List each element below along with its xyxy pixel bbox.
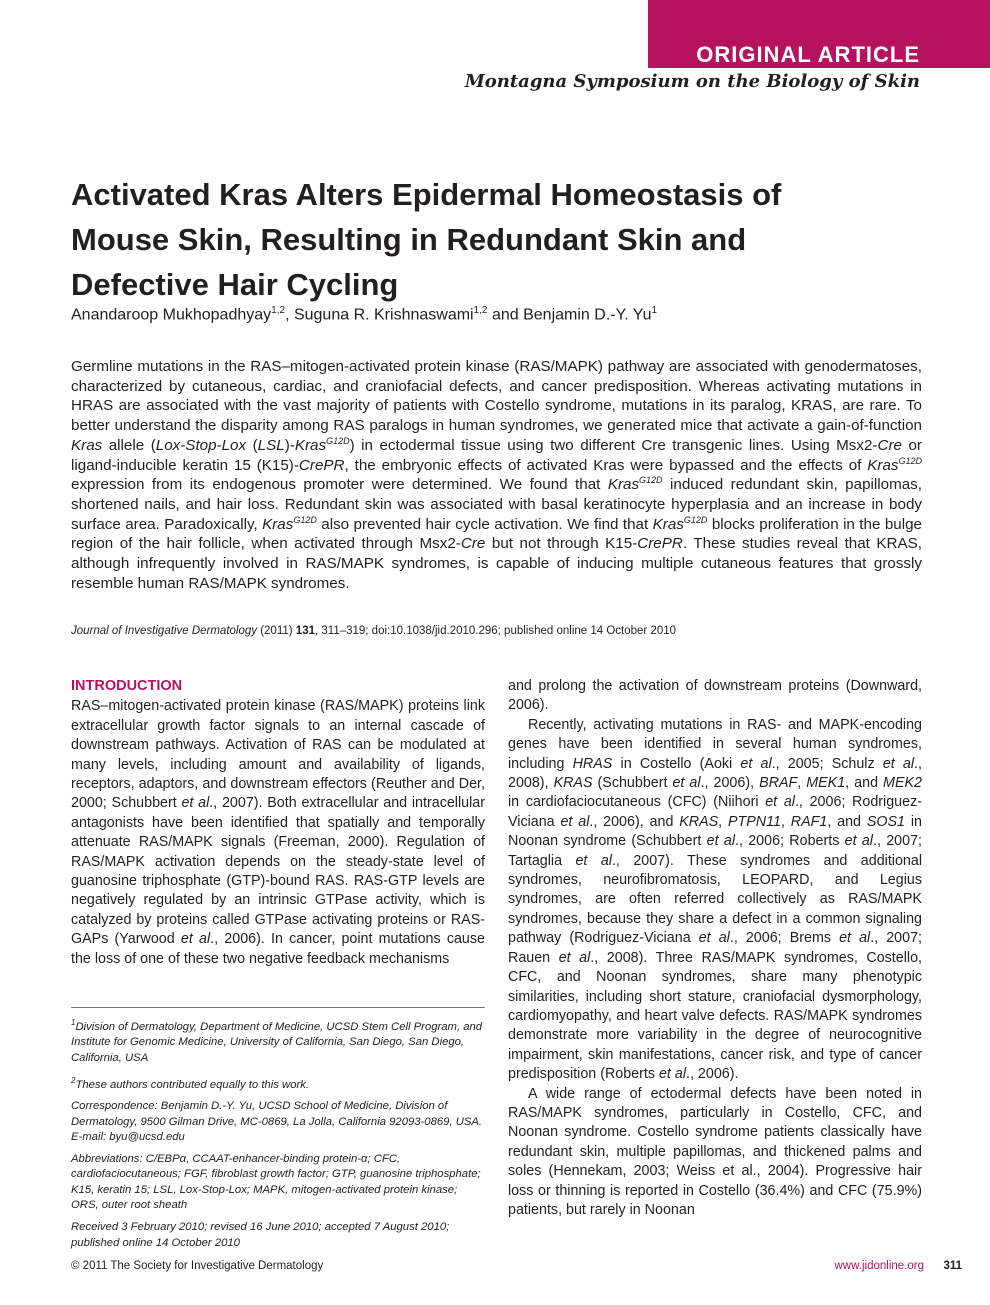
- symposium-series-label: Montagna Symposium on the Biology of Skin: [464, 71, 920, 92]
- equal-contribution-footnote: $^2$These authors contributed equally to this work.: [71, 1075, 310, 1091]
- left-column: [71, 677, 485, 969]
- dates-footnote: Received 3 February 2010; revised 16 June 2010; accepted 7 August 2010; published online 14 October 2010: [71, 1221, 450, 1249]
- correspondence-footnote: Correspondence: Benjamin D.-Y. Yu, UCSD School of Medicine, Division of Dermatology, 9500 Gilman Drive, MC-0869, La Jolla, California 92093-0869, USA. E-mail: byu@ucsd.edu: [71, 1099, 483, 1144]
- article-type-label: ORIGINAL ARTICLE: [696, 42, 920, 67]
- affiliation-footnote: $^1$Division of Dermatology, Department of Medicine, UCSD Stem Cell Program, and Institute for Genomic Medicine, University of California, San Diego, San Diego, California, USA: [71, 1018, 483, 1064]
- introduction-paragraph: RAS–mitogen-activated protein kinase (RAS/MAPK) proteins link extracellular growth factor signals to an internal cascade of downstream pathways. Activation of RAS can be modulated at many levels, including amount and availability of ligands, receptors, adaptors, and downstream effectors (Reuther and Der, 2000; Schubbert et al., 2007). Both extracellular and intracellular antagonists have been identified that spatially and temporally attenuate RAS/MAPK signals (Freeman, 2000). Regulation of RAS/MAPK activation depends on the steady-state level of guanosine triphosphate (GTP)-bound RAS. RAS-GTP levels are negatively regulated by an intrinsic GTPase activity, which is catalyzed by proteins called GTPase activating proteins or RAS-GAPs (Yarwood et al., 2006). In cancer, point mutations cause the loss of one of these two negative feedback mechanisms: [71, 698, 485, 967]
- author-conjunction: and: [491, 306, 519, 324]
- footnote-divider: [71, 1007, 485, 1008]
- page-number: 311: [943, 1260, 962, 1272]
- right-column: [508, 677, 922, 1220]
- author-name: Suguna R. Krishnaswami: [293, 306, 474, 324]
- journal-url-link[interactable]: www.jidonline.org: [834, 1260, 924, 1272]
- introduction-paragraph: Recently, activating mutations in RAS- and MAPK-encoding genes have been identified in several human syndromes, including HRAS in Costello (Aoki et al., 2005; Schulz et al., 2008), KRAS (Schubbert et al., 2006), BRAF, MEK1, and MEK2 in cardiofaciocutaneous (CFC) (Niihori et al., 2006; Rodriguez-Viciana et al., 2006), and KRAS, PTPN11, RAF1, and SOS1 in Noonan syndrome (Schubbert et al., 2006; Roberts et al., 2007; Tartaglia et al., 2007). These syndromes and additional syndromes, neurofibromatosis, LEOPARD, and Legius syndromes, are often referred collectively as RAS/MAPK syndromes, because they share a defect in a common signaling pathway (Rodriguez-Viciana et al., 2006; Brems et al., 2007; Rauen et al., 2008). Three RAS/MAPK syndromes, Costello, CFC, and Noonan syndromes, share many phenotypic similarities, including short stature, craniofacial dysmorphology, cardiomyopathy, and heart valve defects. RAS/MAPK syndromes demonstrate more variability in the degree of neurocognitive impairment, skin manifestations, cancer risk, and type of cancer predisposition (Roberts et al., 2006).: [508, 716, 923, 1083]
- author-list: Anandaroop Mukhopadhyay$^{1,2}$, Suguna R. Krishnaswami$^{1,2}$ and Benjamin D.-Y. Yu$^1$: [71, 305, 658, 324]
- introduction-paragraph: A wide range of ectodermal defects have been noted in RAS/MAPK syndromes, particularly in Costello, CFC, and Noonan syndrome. Costello syndrome patients classically have redundant skin, multiple papillomas, and thickened palms and soles (Hennekam, 2003; Weiss et al., 2004). Progressive hair loss or thinning is reported in Costello (36.4%) and CFC (75.9%) patients, but rarely in Noonan: [508, 1085, 922, 1218]
- abstract: Germline mutations in the RAS–mitogen-activated protein kinase (RAS/MAPK) pathway are associated with genodermatoses, characterized by cutaneous, cardiac, and craniofacial defects, and cancer predisposition. Whereas activating mutations in HRAS are associated with the vast majority of patients with Costello syndrome, mutations in its paralog, KRAS, are rare. To better understand the disparity among RAS paralogs in human syndromes, we generated mice that activate a gain-of-function Kras allele (Lox-Stop-Lox (LSL)-Kras$^{G12D}$) in ectodermal tissue using two different Cre transgenic lines. Using Msx2-Cre or ligand-inducible keratin 15 (K15)-CrePR, the embryonic effects of activated Kras were bypassed and the effects of Kras$^{G12D}$ expression from its endogenous promoter were determined. We found that Kras$^{G12D}$ induced redundant skin, papillomas, shortened nails, and hair loss. Redundant skin was associated with basal keratinocyte hyperplasia and an increase in body surface area. Paradoxically, Kras$^{G12D}$ also prevented hair cycle activation. We find that Kras$^{G12D}$ blocks proliferation in the bulge region of the hair follicle, when activated through Msx2-Cre but not through K15-CrePR. These studies reveal that KRAS, although infrequently involved in RAS/MAPK syndromes, is capable of inducing multiple cutaneous features that grossly resemble human RAS/MAPK syndromes.: [71, 358, 923, 592]
- abbreviations-footnote: Abbreviations: C/EBPα, CCAAT-enhancer-binding protein-α; CFC, cardiofaciocutaneous; FGF, fibroblast growth factor; GTP, guanosine triphosphate; K15, keratin 15; LSL, Lox-Stop-Lox; MAPK, mitogen-activated protein kinase; ORS, outer root sheath: [71, 1152, 481, 1212]
- affiliation-mark: 1: [651, 305, 658, 316]
- introduction-heading: INTRODUCTION: [71, 678, 183, 694]
- introduction-paragraph: and prolong the activation of downstream proteins (Downward, 2006).: [508, 678, 922, 714]
- affiliation-mark: 1,2: [271, 305, 286, 316]
- journal-citation: Journal of Investigative Dermatology (2011) 131, 311–319; doi:10.1038/jid.2010.296; published online 14 October 2010: [71, 625, 677, 637]
- affiliation-mark: 1,2: [473, 305, 488, 316]
- footnotes: [71, 1015, 485, 1257]
- author-name: Anandaroop Mukhopadhyay: [71, 306, 272, 324]
- copyright-notice: © 2011 The Society for Investigative Dermatology: [71, 1260, 324, 1272]
- article-title: Activated Kras Alters Epidermal Homeostasis of Mouse Skin, Resulting in Redundant Skin and Defective Hair Cycling: [71, 177, 782, 302]
- author-name: Benjamin D.-Y. Yu: [523, 306, 652, 324]
